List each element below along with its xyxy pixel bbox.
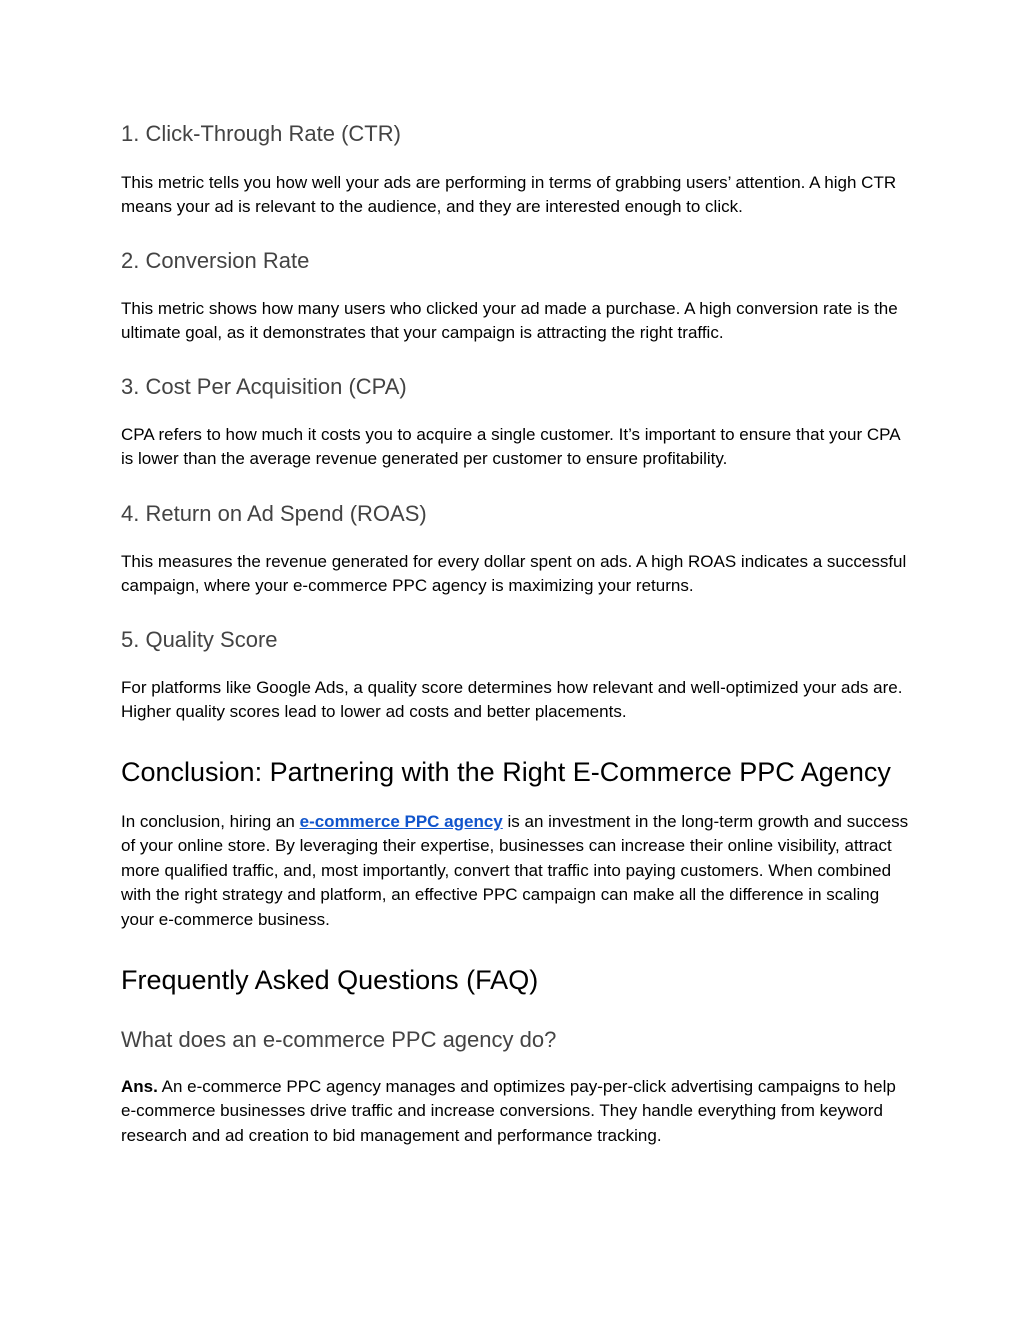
metric-body-conversion-rate: This metric shows how many users who clicked your ad made a purchase. A high conversion rate is the ultimate goal, as it demonstrates that your campaign is attracting the right traffic.: [121, 299, 898, 343]
metric-heading-roas: 4. Return on Ad Spend (ROAS): [121, 501, 427, 526]
faq-answer-text: An e-commerce PPC agency manages and optimizes pay-per-click advertising campaigns to help e-commerce businesses drive traffic and increase conversions. They handle everything from keyword research and ad creation to bid management and performance tracking.: [121, 1077, 896, 1145]
faq-heading: Frequently Asked Questions (FAQ): [121, 965, 539, 995]
faq-answer: [121, 1075, 911, 1148]
metric-body-cpa: CPA refers to how much it costs you to acquire a single customer. It’s important to ensure that your CPA is lower than the average revenue generated per customer to ensure profitability.: [121, 425, 900, 469]
conclusion-text-after-link: is an investment in the long-term growth and success of your online store. By leveraging their expertise, businesses can increase their online visibility, attract more qualified traffic, and, most importantly, convert that traffic into paying customers. When combined with the right strategy and platform, an effective PPC campaign can make all the difference in scaling your e-commerce business.: [121, 812, 909, 929]
metric-body-quality-score: For platforms like Google Ads, a quality score determines how relevant and well-optimized your ads are. Higher quality scores lead to lower ad costs and better placements.: [121, 678, 903, 722]
conclusion-heading: Conclusion: Partnering with the Right E-Commerce PPC Agency: [121, 757, 891, 787]
conclusion-paragraph: [121, 810, 911, 932]
metric-heading-conversion-rate: 2. Conversion Rate: [121, 248, 310, 273]
metric-body-roas: This measures the revenue generated for every dollar spent on ads. A high ROAS indicates a successful campaign, where your e-commerce PPC agency is maximizing your returns.: [121, 552, 907, 596]
ecommerce-ppc-agency-link[interactable]: e-commerce PPC agency: [299, 812, 503, 831]
faq-question: What does an e-commerce PPC agency do?: [121, 1027, 557, 1052]
metric-body-ctr: This metric tells you how well your ads are performing in terms of grabbing users’ attention. A high CTR means your ad is relevant to the audience, and they are interested enough to click.: [121, 173, 897, 217]
metric-heading-cpa: 3. Cost Per Acquisition (CPA): [121, 374, 407, 399]
faq-answer-label: Ans.: [121, 1077, 158, 1096]
conclusion-text-before-link: In conclusion, hiring an: [121, 812, 300, 831]
metric-heading-ctr: 1. Click-Through Rate (CTR): [121, 121, 401, 146]
metric-heading-quality-score: 5. Quality Score: [121, 627, 278, 652]
